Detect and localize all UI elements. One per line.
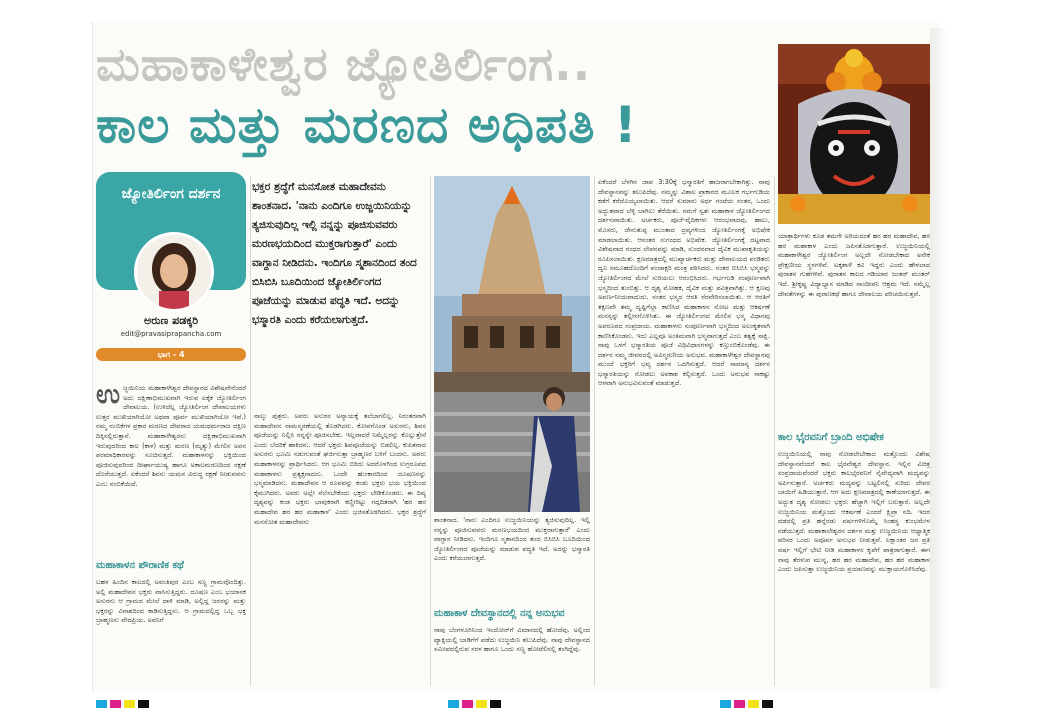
- author-avatar-art: [137, 235, 211, 309]
- intro-paragraph: ಜ್ಜಯಿನಿಯ ಮಹಾಕಾಳೇಶ್ವರ ದೇವಸ್ಥಾನದ ವಿಶೇಷವೇನೆಂದರೆ ಅದು ದಕ್ಷಿಣಾಭಿಮುಖವಾಗಿ ಇರುವ ಏಕೈಕ ಜ್ಯೋತಿರ್ಲಿಂಗ ದೇವಾಲಯ. (ಉಳಿದೆಲ್ಲ ಜ್ಯೋತಿರ್ಲಿಂಗ ದೇವಾಲಯಗಳು ಉತ್ತರ ಮುಖಿಯಾಗಿಯೋ ಅಥವಾ ಪೂರ್ವ ಮುಖಿಯಾಗಿಯೋ ಇವೆ.) ನಮ್ಮ ನಂಬಿಕೆಗಳ ಪ್ರಕಾರ ಮರಣದ ದೇವರಾದ ಯಮಧರ್ಮರಾಜ ದಕ್ಷಿಣ ದಿಕ್ಕಿನಲ್ಲಿರುತ್ತಾನೆ. ಮಹಾಕಾಳೇಶ್ವರನು ದಕ್ಷಿಣಾಭಿಮುಖವಾಗಿ ಇರುವುದರಿಂದ ಕಾಲ (ಕಾಳ) ಮತ್ತು ಮರಣ (ಮೃತ್ಯು) ಮೇಲಿನ ಅವನ ಪರಮಾಧಿಕಾರವನ್ನು ಸೂಚಿಸುತ್ತದೆ. ಮಹಾಕಾಳನನ್ನು ಭಕ್ತಿಯಿಂದ ಪೂಜಿಸುವುದರಿಂದ ದೀರ್ಘಾಯುಷ್ಯ ಹಾಗೂ ಅಕಾಲಮರಣದಿಂದ ರಕ್ಷಣೆ ದೊರೆಯುತ್ತದೆ. ಏಕೆಂದರೆ ಶಿವನು ಯಮನ ವಿರುದ್ಧ ರಕ್ಷಣೆ ನೀಡುವವನು ಎಂಬ ನಂಬಿಕೆಯಿದೆ.: [96, 384, 246, 488]
- bhairava-paragraph: ಉಜ್ಜಯಿನಿಯಲ್ಲಿ ನಾವು ನೋಡಲೇಬೇಕಾದ ಮತ್ತೊಂದು ವಿಶೇಷ ದೇವಸ್ಥಾನವೆಂದರೆ ಕಾಲ ಭೈರವೇಶ್ವರ ದೇವಸ್ಥಾನ. ಇಲ್ಲಿನ ವಿಚಿತ್ರ ಸಂಪ್ರದಾಯವೆಂದರೆ ಭಕ್ತರು ಕಾಲಭೈರವನಿಗೆ ನೈವೇದ್ಯವಾಗಿ ಮದ್ಯವನ್ನು ಅರ್ಪಿಸುತ್ತಾರೆ. ಅರ್ಚಕರು ಮದ್ಯವನ್ನು ಬಟ್ಟಲಿನಲ್ಲಿ ಸುರಿದು ದೇವರ ಬಾಯಿಗೆ ಹಿಡಿಯುತ್ತಾರೆ. ಆಗ ಅದು ಕ್ಷಣಮಾತ್ರದಲ್ಲಿ ಕಾಣೆಯಾಗುತ್ತದೆ. ಈ ಅದ್ಭುತ ದೃಶ್ಯ ನೋಡಲು ಭಕ್ತರು ಹೆಚ್ಚಾಗಿ ಇಲ್ಲಿಗೆ ಬರುತ್ತಾರೆ. ಅಲ್ಲದೇ ಉಜ್ಜಯಿನಿಯ ಮತ್ತೊಂದು ಆಕರ್ಷಣೆ ಎಂದರೆ ಕ್ಷಿಪ್ರಾ ನದಿ. ಇದರ ದಡದಲ್ಲಿ ಪ್ರತಿ ಹನ್ನೆರಡು ವರ್ಷಗಳಿಗೊಮ್ಮೆ ಸಿಂಹಸ್ಥ ಕುಂಭಮೇಳ ನಡೆಯುತ್ತದೆ. ಮಹಾಕಾಲೇಶ್ವರನ ದರ್ಶನ ಮತ್ತು ಉಜ್ಜಯಿನಿಯ ಆಧ್ಯಾತ್ಮಿಕ ಪರಿಸರ ಒಂದು ಅಪೂರ್ವ ಅನುಭವ ನೀಡುತ್ತವೆ. ಲಕ್ಷಾಂತರ ಜನ ಪ್ರತಿ ವರ್ಷ ಇಲ್ಲಿಗೆ ಭೇಟಿ ನೀಡಿ ಮಹಾಕಾಳನ ಕೃಪೆಗೆ ಪಾತ್ರರಾಗುತ್ತಾರೆ. ಈಗ ನಾವು ತೆರಳುವ ಮುನ್ನ, ಹರ ಹರ ಮಹಾದೇವ, ಹರ ಹರ ಮಹಾಕಾಳ ಎಂದು ಜಪಿಸುತ್ತಾ ಉಜ್ಜಯಿನಿಯ ಪ್ರಯಾಣವನ್ನು ಮುಕ್ತಾಯಗೊಳಿಸಿದೆವು.: [778, 450, 930, 574]
- series-part-badge: ಭಾಗ - 4: [96, 348, 246, 361]
- article-column-2: ನಾಲ್ಕು ಪುತ್ರರು. ಅವರು ಅಸುರನ ಅನ್ಯಾಯಕ್ಕೆ ತಲೆಬಾಗಲಿಲ್ಲ. ನಿರಂತರವಾಗಿ ಮಹಾದೇವನ ನಾಮಸ್ಮರಣೆಯಲ್ಲಿ ತೊಡಗಿದರು. ಕೋಪಗೊಂಡ ಅಸುರನು, ಶಿವನ ಪೂಜೆಯನ್ನು ನಿಲ್ಲಿಸಿ ನನ್ನನ್ನೇ ಪೂಜಿಸಬೇಕು. ಇಲ್ಲವಾದರೆ ನಿಮ್ಮೆಲ್ಲರನ್ನು ಕೊಲ್ಲುತ್ತೇನೆ ಎಂದು ಬೆದರಿಕೆ ಹಾಕಿದನು. ಆದರೆ ಭಕ್ತರು ಶಿವಪೂಜೆಯನ್ನು ಬಿಡಲಿಲ್ಲ. ಕುಪಿತನಾದ ಅಸುರನು ಭೂಮಿ ನಡುಗುವಂತೆ ಘರ್ಜಿಸುತ್ತಾ ಬ್ರಾಹ್ಮಣರ ಬಳಿಗೆ ಬಂದನು. ಅವರು ಮಹಾಕಾಳನನ್ನು ಪ್ರಾರ್ಥಿಸಿದರು. ಆಗ ಭೂಮಿ ಬಿರಿದು ಅದರೊಳಗಿಂದ ಉಗ್ರರೂಪದ ಮಹಾಕಾಳನು ಪ್ರತ್ಯಕ್ಷನಾದನು. ಒಂದೇ ಹುಂಕಾರದಿಂದ ದೂಷಣನನ್ನು ಭಸ್ಮಮಾಡಿದನು. ಮಹಾದೇವನ ಆ ರೂಪವನ್ನು ಕಂಡು ಭಕ್ತರು ಭಯ ಭಕ್ತಿಯಿಂದ ಕೈಮುಗಿದರು. ಅವರು ಅಲ್ಲೇ ನೆಲೆಸಬೇಕೆಂದು ಭಕ್ತರು ಬೇಡಿಕೊಂಡರು. ಈ ದಿವ್ಯ ದೃಶ್ಯವನ್ನು ಕಂಡ ಭಕ್ತರು ಭಾವುಕರಾಗಿ ಕಣ್ಣೀರಿಟ್ಟು ಗದ್ಗದಿತರಾಗಿ 'ಹರ ಹರ ಮಹಾದೇವ ಹರ ಹರ ಮಹಾಕಾಳ' ಎಂದು ಭಜಿಸತೊಡಗಿದರು. ಭಕ್ತರ ಶ್ರದ್ಧೆಗೆ ಮನಸೋತ ಮಹಾದೇವನು: [254, 412, 426, 526]
- article-column-3: ಶಾಂತನಾದ. 'ನಾನು ಎಂದಿಗೂ ಉಜ್ಜಯಿನಿಯನ್ನು ತ್ಯಜಿಸುವುದಿಲ್ಲ. ಇಲ್ಲಿ ನನ್ನನ್ನು ಪೂಜಿಸುವವರು ಮರಣಭಯದಿಂದ ಮುಕ್ತರಾಗುತ್ತಾರೆ' ಎಂದು ವಾಗ್ದಾನ ನೀಡಿದನು. ಇಂದಿಗೂ ಸ್ಮಶಾನದಿಂದ ತಂದ ಬಿಸಿಬಿಸಿ ಬೂದಿಯಿಂದ ಜ್ಯೋತಿರ್ಲಿಂಗದ ಪೂಜೆಯನ್ನು ಮಾಡುವ ಪದ್ಧತಿ ಇದೆ. ಅದನ್ನು ಭಸ್ಮಾರತಿ ಎಂದು ಕರೆಯಲಾಗುತ್ತದೆ.: [434, 516, 590, 563]
- cyan-mark: [96, 700, 107, 708]
- magenta-mark: [462, 700, 473, 708]
- black-mark: [138, 700, 149, 708]
- drop-cap: ಉ: [96, 384, 121, 410]
- column-rule: [594, 176, 595, 686]
- temple-photo: [434, 176, 590, 512]
- cyan-mark: [448, 700, 459, 708]
- black-mark: [490, 700, 501, 708]
- column-rule: [430, 176, 431, 686]
- page-fold-shadow: [930, 28, 950, 688]
- mahakaleshwar-photo-art: [778, 44, 930, 224]
- author-email: edit@pravasiprapancha.com: [120, 330, 222, 338]
- legend-paragraph: ಬಹಳ ಹಿಂದಿನ ಕಾಲದಲ್ಲಿ ಅವಂತಿಪುರ ಎಂಬ ಸಣ್ಣ ಗ್ರಾಮವೊಂದಿತ್ತು. ಅಲ್ಲಿ ಮಹಾದೇವನ ಭಕ್ತರು ವಾಸಿಸುತ್ತಿದ್ದರು. ದೂಷಣ ಎಂಬ ಭಯಾನಕ ಅಸುರನು ಆ ಗ್ರಾಮದ ಮೇಲೆ ದಾಳಿ ಮಾಡಿ, ಅಲ್ಲಿದ್ದ ಜನರನ್ನು ಮತ್ತು ಭಕ್ತರನ್ನು ವಿನಾಶದಿಂದ ಕಾಡಿಸುತ್ತಿದ್ದನು. ಆ ಗ್ರಾಮದಲ್ಲಿದ್ದ ಒಬ್ಬ ಭಕ್ತ ಬ್ರಾಹ್ಮಣನು ವೇದಪ್ರಿಯ. ಅವನಿಗೆ: [96, 578, 246, 625]
- yellow-mark: [476, 700, 487, 708]
- headline-line-1: ಮಹಾಕಾಳೇಶ್ವರ ಜ್ಯೋತಿರ್ಲಿಂಗ..: [96, 37, 592, 91]
- article-column-4: ಏಕೆಂದರೆ ಬೆಳಗಿನ ಜಾವ 3:30ಕ್ಕೆ ಭಸ್ಮಾರತಿಗೆ ಹಾಜರಾಗಬೇಕಾಗಿತ್ತು. ನಾವು ದೇವಸ್ಥಾನವನ್ನು ತಲುಪಿದೆವು. ನಮ್ಮನ್ನು ವಿಶಾಲ ಪ್ರಾಕಾರದ ಮೂಲಕ ಗರ್ಭಗುಡಿಯ ಕಡೆಗೆ ಕರೆದೊಯ್ಯಲಾಯಿತು. ಆದರೆ ಸುಮಾರು ಅರ್ಧ ಗಂಟೆಯ ನಂತರ, ಒಂದು ಅದ್ಭುತವಾದ ಬೆಳ್ಳಿ ಬಾಗಿಲು ತೆರೆಯಿತು. ನಮಗೆ ಸ್ವತಃ ಮಹಾಕಾಳ ಜ್ಯೋತಿರ್ಲಿಂಗದ ದರ್ಶನವಾಯಿತು. ಅರ್ಚಕರು, ಪೂಜೆ-ವೈದಿಕಗಳು ಆರಂಭವಾದವು. ಹಾಲು, ಮೊಸರು, ಜೇನುತುಪ್ಪ ಮುಂತಾದ ದ್ರವ್ಯಗಳಿಂದ ಜ್ಯೋತಿರ್ಲಿಂಗಕ್ಕೆ ಅಭಿಷೇಕ ಮಾಡಲಾಯಿತು. ಆನಂತರ ಸುಗಂಧದ ಅಭಿಷೇಕ. ಜ್ಯೋತಿರ್ಲಿಂಗಕ್ಕೆ ದಟ್ಟವಾದ ವಿಶೇಷವಾದ ಗಂಧದ ಲೇಪನವನ್ನು ಮಾಡಿ, ಸುಂದರವಾದ ದೈವಿಕ ಮುಖಾಕೃತಿಯನ್ನು ರೂಪಿಸಲಾಯಿತು. ಕ್ಷಣಮಾತ್ರದಲ್ಲಿ ಮುಖ್ಯಾರ್ಚಕರು ಮತ್ತು ದೇವಾಲಯದ ಪಂಡಿತರು ದ್ವನಿ ಸಮೂಹದೊಂದಿಗೆ ಪಂಚಾಕ್ಷರಿ ಮಂತ್ರ ಪಠಿಸಿದರು. ನಂತರ ಬಿಸಿಬಿಸಿ ಭಸ್ಮವನ್ನು ಜ್ಯೋತಿರ್ಲಿಂಗದ ಮೇಲೆ ಸುರಿಯಲು ಆರಂಭಿಸಿದರು. ಗರ್ಭಗುಡಿ ಸಂಪೂರ್ಣವಾಗಿ ಭಸ್ಮದಿಂದ ತುಂಬಿತ್ತು. ಆ ದೃಶ್ಯ ಮೋಹಕ, ದೈವಿಕ ಮತ್ತು ಪವಿತ್ರವಾಗಿತ್ತು. ಆ ಕ್ಷಣವು ಅವರ್ಣನೀಯವಾದುದು. ನಂತರ ಭಸ್ಮದ ಆರತಿ ನೆರವೇರಿಸಲಾಯಿತು. ಆ ಆರತಿಗೆ ತಕ್ಷಣವೇ ತಮ್ಮ ದೃಷ್ಟಿಗೆಲ್ಲಾ ಕಾಣಿಸಿದ ಮಹಾಕಾಳನ ನೋಟ ಮತ್ತು ಆಕರ್ಷಣೆ ಮನಸ್ಸನ್ನು ತಲ್ಲೀನಗೊಳಿಸಿತು. ಈ ಜ್ಯೋತಿರ್ಲಿಂಗದ ಮೇಲಿನ ಭಸ್ಮ ವಿಧಾನವು ಅಪರೂಪದ ಸಂಪ್ರದಾಯ. ಮಹಾಕಾಳನು ಸಂಪೂರ್ಣವಾಗಿ ಭಸ್ಮದಿಂದ ಅಲಂಕೃತನಾಗಿ ಕಾಣಿಸಿಕೊಂಡನು. ಇದು ಎಲ್ಲವೂ ಅಂತಿಮವಾಗಿ ಭಸ್ಮವಾಗುತ್ತದೆ ಎಂಬ ತತ್ವಕ್ಕೆ ಸಾಕ್ಷಿ. ನಾವು ಒಳಗೆ ಭಸ್ಮಾರತಿಯ ಪೂಜೆ ವಿಧಿವಿಧಾನಗಳನ್ನು ಕಣ್ತುಂಬಿಕೊಂಡೆವು. ಈ ದರ್ಶನ ನಮ್ಮ ಜೀವನದಲ್ಲಿ ಅವಿಸ್ಮರಣೀಯ ಅನುಭವ. ಮಹಾಕಾಳೇಶ್ವರ ದೇವಸ್ಥಾನವು ಮುಂದೆ ಭಕ್ತರಿಗೆ ಭವ್ಯ ದರ್ಶನ ಒದಗಿಸುತ್ತದೆ. ಆದರೆ ಸಾಮಾನ್ಯ ದರ್ಶನ ಭಸ್ಮಾರತಿಯನ್ನು ನೋಡಲು ಅವಕಾಶ ಕಲ್ಪಿಸುತ್ತದೆ. ಒಂದು ಅನುಭವ ಸಾಕಷ್ಟು ಆಳವಾಗಿ ಅನುಭವಿಸುವಂತೆ ಮಾಡುತ್ತದೆ.: [598, 178, 770, 388]
- cyan-mark: [720, 700, 731, 708]
- black-mark: [762, 700, 773, 708]
- subhead-bhairava: ಕಾಲ ಭೈರವನಿಗೆ ಬ್ರಾಂದಿ ಅಭಿಷೇಕ: [778, 432, 884, 443]
- column-title: ಜ್ಯೋತಿರ್ಲಿಂಗ ದರ್ಶನ: [121, 186, 221, 202]
- yellow-mark: [124, 700, 135, 708]
- experience-paragraph: ನಾವು ಬೆಂಗಳೂರಿನಿಂದ ಇಂದೋರ್‌ಗೆ ವಿಮಾನದಲ್ಲಿ ಹೋದೆವು. ಅಲ್ಲಿಂದ ಟ್ಯಾಕ್ಸಿಯಲ್ಲಿ ಬಾಡಿಗೆಗೆ ಪಡೆದು ಉಜ್ಜಯಿನಿ ತಲುಪಿದೆವು. ನಾವು ದೇವಸ್ಥಾನದ ಸಮೀಪದಲ್ಲಿರುವ ಸರಳ ಹಾಗೂ ಒಂದು ಸಣ್ಣ ಹೋಟೆಲಿನಲ್ಲಿ ತಂಗಿದ್ದೆವು.: [434, 626, 590, 654]
- author-box: [96, 172, 246, 392]
- article-column-1: [96, 384, 246, 556]
- author-name: ಅರುಣ ಪಡಕ್ಕರಿ: [143, 314, 199, 327]
- mahakaleshwar-photo: [778, 44, 930, 224]
- subhead-experience: ಮಹಾಕಾಳ ದೇವಸ್ಥಾನದಲ್ಲಿ ನನ್ನ ಅನುಭವ: [434, 608, 565, 619]
- magenta-mark: [110, 700, 121, 708]
- headline-line-2: ಕಾಲ ಮತ್ತು ಮರಣದ ಅಧಿಪತಿ !: [96, 96, 638, 154]
- column-rule: [250, 176, 251, 686]
- author-avatar: [134, 232, 214, 312]
- subhead-legend: ಮಹಾಕಾಳನ ಪೌರಾಣಿಕ ಕಥೆ: [96, 560, 184, 571]
- page-edge: [92, 22, 93, 692]
- yellow-mark: [748, 700, 759, 708]
- temple-photo-art: [434, 176, 590, 512]
- column-rule: [774, 176, 775, 686]
- magenta-mark: [734, 700, 745, 708]
- article-column-5: ಯಾತ್ರಾರ್ಥಿಗಳು ಕೂಡ ತಮಗೇ ಅರಿಯದಂತೆ ಹರ ಹರ ಮಹಾದೇವ, ಹರ ಹರ ಮಹಾಕಾಳ ಎಂದು ಜಪಿಸತೊಡಗುತ್ತಾರೆ. ಉಜ್ಜಯಿನಿಯಲ್ಲಿ ಮಹಾಕಾಳೇಶ್ವರ ಜ್ಯೋತಿರ್ಲಿಂಗ ಅಲ್ಲದೇ ನೋಡಬೇಕಾದ ಅನೇಕ ಪ್ರೇಕ್ಷಣೀಯ ಸ್ಥಳಗಳಿವೆ. ಟಕ್ಕಶಾಳೆ ಕವಿ ಇದ್ದರು ಎಂದು ಹೇಳಲಾದ ಪುರಾತನ ಗುಹೆಗಳಿವೆ. ಪುರಾತನ ಕಾಲದ ಗಡಿಯಾರ ಜಂತರ್ ಮಂತರ್ ಇದೆ. ಶ್ರೀಕೃಷ್ಣ ವಿದ್ಯಾಭ್ಯಾಸ ಮಾಡಿದ ಸಾಂದೀಪನಿ ಆಶ್ರಮ ಇದೆ. ನಮ್ಮೆಲ್ಲ ದೇವತೆಗಳನ್ನು ಈ ಪುರಾಣಕಥೆ ಹಾಗೂ ದೇವಾಲಯ ಪರಿಚಯಿಸುತ್ತವೆ.: [778, 232, 930, 298]
- pull-quote: ಭಕ್ತರ ಶ್ರದ್ಧೆಗೆ ಮನಸೋತ ಮಹಾದೇವನು ಶಾಂತನಾದ. 'ನಾನು ಎಂದಿಗೂ ಉಜ್ಜಯಿನಿಯನ್ನು ತ್ಯಜಿಸುವುದಿಲ್ಲ ಇಲ್ಲಿ ನನ್ನನ್ನು ಪೂಜಿಸುವವರು ಮರಣಭಯದಿಂದ ಮುಕ್ತರಾಗುತ್ತಾರೆ' ಎಂದು ವಾಗ್ದಾನ ನೀಡಿದನು. ಇಂದಿಗೂ ಸ್ಮಶಾನದಿಂದ ತಂದ ಬಿಸಿಬಿಸಿ ಬೂದಿಯಿಂದ ಜ್ಯೋತಿರ್ಲಿಂಗದ ಪೂಜೆಯನ್ನು ಮಾಡುವ ಪದ್ಧತಿ ಇದೆ. ಅದನ್ನು ಭಸ್ಮಾರತಿ ಎಂದು ಕರೆಯಲಾಗುತ್ತದೆ.: [252, 181, 417, 326]
